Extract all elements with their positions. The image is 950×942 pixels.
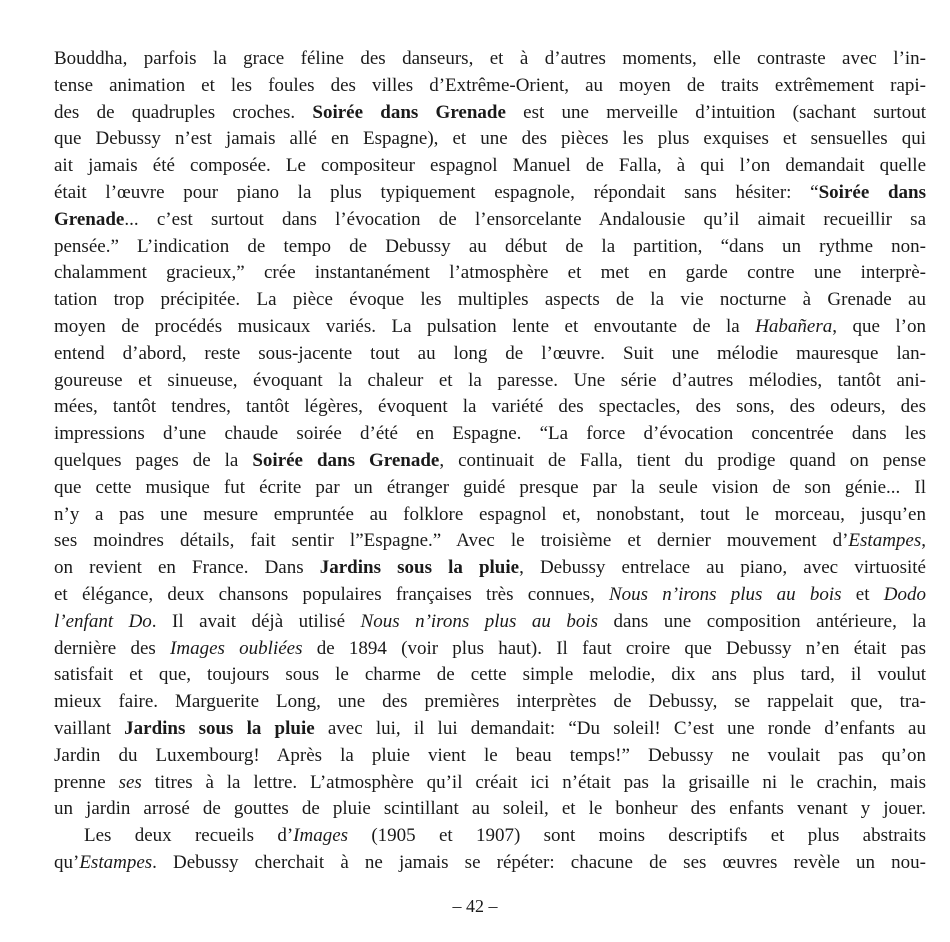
- text-line: [54, 475, 926, 502]
- italic-text-run: Estampes: [79, 851, 153, 873]
- text-run: Bouddha, parfois la grace féline des danseurs, et à d’autres moments, elle contraste avec l’in-: [54, 48, 926, 69]
- text-line: [54, 636, 926, 663]
- text-run: dans une composition antérieure, la: [598, 610, 926, 632]
- text-line: [54, 743, 926, 770]
- text-run: quelques pages de la: [54, 449, 253, 471]
- text-line: [54, 796, 926, 823]
- text-run: impressions d’une chaude soirée d’été en Espagne. “La force d’évocation concentrée dans les: [54, 423, 926, 445]
- text-run: est une merveille d’intuition (sachant surtout: [505, 101, 926, 123]
- text-run: des de quadruples croches.: [54, 101, 313, 123]
- italic-text-run: Estampes: [848, 530, 922, 552]
- text-run: mées, tantôt tendres, tantôt légères, évoquent la variété des spectacles, des sons, des odeurs, des: [54, 396, 926, 418]
- body-text: [54, 46, 926, 877]
- bold-text-run: Jardins sous la pluie: [319, 557, 520, 579]
- text-line: [54, 555, 926, 582]
- text-line: [54, 73, 926, 100]
- italic-text-run: Dodo: [883, 583, 926, 605]
- bold-text-run: Soirée dans: [818, 181, 926, 203]
- italic-text-run: l’enfant Do: [54, 610, 152, 632]
- text-run: qu’: [54, 851, 80, 873]
- text-run: mieux faire. Marguerite Long, une des premières interprètes de Debussy, se rappelait que, tra-: [54, 691, 926, 713]
- italic-text-run: Images: [293, 825, 349, 847]
- page-number: – 42 –: [452, 896, 498, 916]
- text-run: pensée.” L’indication de tempo de Debussy au début de la partition, “dans un rythme non-: [54, 235, 926, 257]
- text-run: avec lui, il lui demandait: “Du soleil! C’est une ronde d’enfants au: [314, 717, 926, 739]
- text-line: [54, 609, 926, 636]
- text-run: , Debussy entrelace au piano, avec virtuosité: [519, 557, 926, 579]
- text-run: (1905 et 1907) sont moins descriptifs et plus abstraits: [348, 825, 926, 847]
- text-run: dernière des: [54, 637, 171, 659]
- text-run: goureuse et sinueuse, évoquant la chaleur et la paresse. Une série d’autres mélodies, tantôt ani-: [54, 369, 926, 391]
- text-run: Jardin du Luxembourg! Après la pluie vient le beau temps!” Debussy ne voulait pas qu’on: [54, 744, 926, 766]
- text-run: prenne: [54, 771, 119, 793]
- text-run: et: [841, 583, 884, 605]
- text-line: [54, 180, 926, 207]
- text-run: . Debussy cherchait à ne jamais se répéter: chacune de ses œuvres revèle un nou-: [152, 851, 926, 873]
- text-line: [54, 287, 926, 314]
- text-line: [54, 368, 926, 395]
- text-run: ses moindres détails, fait sentir l”Espagne.” Avec le troisième et dernier mouvement d’: [54, 530, 849, 552]
- text-run: tation trop précipitée. La pièce évoque les multiples aspects de la vie nocturne à Grenade au: [54, 289, 926, 311]
- text-line: [54, 314, 926, 341]
- text-line: [54, 100, 926, 127]
- bold-text-run: Grenade: [54, 208, 125, 230]
- text-line: [54, 341, 926, 368]
- text-run: titres à la lettre. L’atmosphère qu’il créait ici n’était pas la grisaille ni le crachin, mais: [141, 771, 926, 793]
- text-run: que Debussy n’est jamais allé en Espagne), et une des pièces les plus exquises et sensuelles qui: [54, 128, 926, 150]
- text-line: [54, 662, 926, 689]
- text-line: [54, 850, 926, 877]
- bold-text-run: Jardins sous la pluie: [124, 717, 315, 739]
- italic-text-run: Habañera: [755, 315, 833, 337]
- text-run: , continuait de Falla, tient du prodige quand on pense: [439, 449, 926, 471]
- italic-text-run: ses: [118, 771, 142, 793]
- text-run: satisfait et que, toujours sous le charme de cette simple melodie, dix ans plus tard, il voulut: [54, 664, 926, 686]
- text-line: [54, 207, 926, 234]
- text-run: chalamment gracieux,” crée instantanément l’atmosphère et met en garde contre une interprè-: [54, 262, 926, 284]
- text-line: [54, 153, 926, 180]
- text-run: . Il avait déjà utilisé: [151, 610, 361, 632]
- text-line: [54, 126, 926, 153]
- text-run: Les deux recueils d’: [84, 825, 294, 847]
- text-run: , que l’on: [832, 315, 926, 337]
- text-run: était l’œuvre pour piano la plus typiquement espagnole, répondait sans hésiter: “: [54, 181, 819, 203]
- bold-text-run: Soirée dans Grenade: [252, 449, 440, 471]
- italic-text-run: Images oubliées: [170, 637, 303, 659]
- text-run: de 1894 (voir plus haut). Il faut croire que Debussy n’en était pas: [302, 637, 926, 659]
- text-run: vaillant: [54, 717, 125, 739]
- text-line: [54, 770, 926, 797]
- text-line: [54, 448, 926, 475]
- text-run: n’y a pas une mesure empruntée au folklore espagnol et, nonobstant, tout le morceau, jusqu’en: [54, 503, 926, 525]
- text-line: [54, 716, 926, 743]
- text-line: [54, 394, 926, 421]
- italic-text-run: Nous n’irons plus au bois: [608, 583, 842, 605]
- text-run: ait jamais été composée. Le compositeur espagnol Manuel de Falla, à qui l’on demandait quelle: [54, 155, 926, 177]
- text-run: un jardin arrosé de gouttes de pluie scintillant au soleil, et le bonheur des enfants venant y jouer.: [54, 798, 926, 820]
- text-run: on revient en France. Dans: [54, 557, 320, 579]
- text-line: [54, 689, 926, 716]
- bold-text-run: Soirée dans Grenade: [312, 101, 506, 123]
- italic-text-run: Nous n’irons plus au bois: [360, 610, 599, 632]
- text-run: et élégance, deux chansons populaires françaises très connues,: [54, 583, 609, 605]
- text-line: [54, 502, 926, 529]
- text-run: que cette musique fut écrite par un étranger guidé presque par la seule vision de son génie... Il: [54, 476, 926, 498]
- text-run: ... c’est surtout dans l’évocation de l’ensorcelante Andalousie qu’il aimait recueillir sa: [124, 208, 926, 230]
- text-run: tense animation et les foules des villes d’Extrême-Orient, au moyen de traits extrêmement rapi-: [54, 74, 926, 96]
- text-run: moyen de procédés musicaux variés. La pulsation lente et envoutante de la: [54, 315, 756, 337]
- text-line: [54, 582, 926, 609]
- text-line: [54, 421, 926, 448]
- text-line: [54, 46, 926, 73]
- text-line: [54, 234, 926, 261]
- text-line: [54, 260, 926, 287]
- text-line: [54, 528, 926, 555]
- text-run: entend d’abord, reste sous-jacente tout au long de l’œuvre. Suit une mélodie mauresque lan-: [54, 342, 926, 364]
- text-run: ,: [921, 530, 926, 552]
- text-line: [54, 823, 926, 850]
